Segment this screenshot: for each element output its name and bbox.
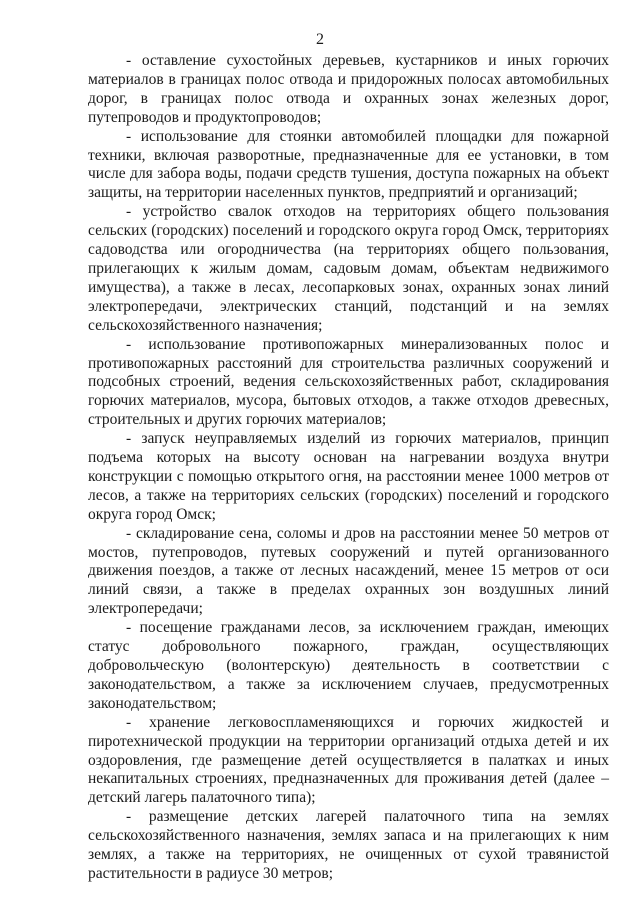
paragraph-waste-dumps: - устройство свалок отходов на территориях общего пользования сельских (городских) поселений и городского округа город Омск, территориях садоводства или огородничества (на территориях общего пользования, прилегающих к жилым домам, садовым домам, объектам недвижимого имущества), а также в лесах, лесопарковых зонах, охранных зонах линий электропередачи, электрических станций, подстанций и на землях сельскохозяйственного назначения;	[88, 203, 609, 334]
paragraph-forest-visits: - посещение гражданами лесов, за исключением граждан, имеющих статус добровольного пожарного, граждан, осуществляющих добровольческую (волонтерскую) деятельность в соответствии с законодательством, а также за исключением случаев, предусмотренных законодательством;	[88, 619, 609, 712]
paragraph-deadwood: - оставление сухостойных деревьев, кустарников и иных горючих материалов в границах полос отвода и придорожных полосах автомобильных дорог, в границах полос отвода и охранных зонах железных дорог, путепроводов и продуктопроводов;	[88, 52, 609, 126]
paragraph-fire-equipment-parking: - использование для стоянки автомобилей площадки для пожарной техники, включая разворотные, предназначенные для ее установки, в том числе для забора воды, подачи средств тушения, доступа пожарных на объект защиты, на территории населенных пунктов, предприятий и организаций;	[88, 127, 609, 202]
paragraph-sky-lanterns: - запуск неуправляемых изделий из горючих материалов, принцип подъема которых на высоту основан на нагревании воздуха внутри конструкции с помощью открытого огня, на расстоянии менее 1000 метров от лесов, а также на территориях сельских (городских) поселений и городского округа город Омск;	[88, 430, 609, 523]
paragraph-tent-camps: - размещение детских лагерей палаточного типа на землях сельскохозяйственного назначения, землях запаса и на прилегающих к ним землях, а также на территориях, не очищенных от сухой травянистой растительности в радиусе 30 метров;	[88, 808, 609, 882]
paragraph-flammable-storage: - хранение легковоспламеняющихся и горючих жидкостей и пиротехнической продукции на территории организаций отдыха детей и их оздоровления, где размещение детей осуществляется в палатках и иных некапитальных строениях, предназначенных для проживания детей (далее – детский лагерь палаточного типа);	[88, 713, 609, 807]
document-body	[88, 52, 609, 884]
page-number: 2	[316, 31, 324, 48]
paragraph-firebreaks-use: - использование противопожарных минерализованных полос и противопожарных расстояний для строительства различных сооружений и подсобных строений, ведения сельскохозяйственных работ, складирования горючих материалов, мусора, бытовых отходов, а также отходов древесных, строительных и других горючих материалов;	[88, 335, 609, 429]
paragraph-hay-storage: - складирование сена, соломы и дров на расстоянии менее 50 метров от мостов, путепроводов, путевых сооружений и путей организованного движения поездов, а также от лесных насаждений, менее 15 метров от оси линий связи, а также в пределах охранных зон воздушных линий электропередачи;	[88, 524, 609, 618]
